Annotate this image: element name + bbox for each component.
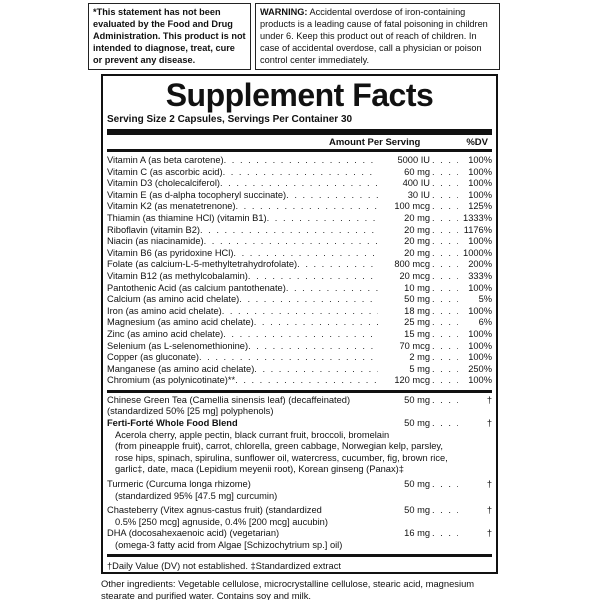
nutrient-amount: 20 mg <box>404 224 430 235</box>
nutrient-dv: 100% <box>468 236 492 247</box>
tea-amount: 50 mg <box>404 394 430 405</box>
nutrient-name: Zinc (as amino acid chelate) <box>107 328 224 339</box>
nutrient-dv: 100% <box>468 282 492 293</box>
blend-ingredient-line: rose hips, spinach, spirulina, sunflower oil, watercress, cucumber, fig, brown rice, <box>115 452 448 463</box>
nutrient-amount: 20 mg <box>404 236 430 247</box>
blend-ingredient-line: Acerola cherry, apple pectin, black currant fruit, broccoli, bromelain <box>115 429 390 440</box>
nutrient-name: Iron (as amino acid chelate) <box>107 305 222 316</box>
nutrient-row <box>107 271 492 283</box>
nutrient-name: Vitamin B6 (as pyridoxine HCl) <box>107 247 234 258</box>
nutrient-row <box>107 364 492 376</box>
nutrient-row <box>107 259 492 271</box>
nutrient-dv: 333% <box>468 270 492 281</box>
tea-row <box>107 395 492 407</box>
nutrient-row <box>107 190 492 202</box>
nutrient-dv: 100% <box>468 375 492 386</box>
nutrient-amount: 15 mg <box>404 328 430 339</box>
nutrient-row <box>107 375 492 387</box>
tea-standardization: (standardized 50% [25 mg] polyphenols) <box>107 406 274 417</box>
nutrient-amount: 70 mcg <box>399 340 430 351</box>
nutrient-row <box>107 248 492 260</box>
nutrient-dv: 200% <box>468 259 492 270</box>
nutrient-dv: 100% <box>468 352 492 363</box>
nutrient-dv: 100% <box>468 328 492 339</box>
nutrient-amount: 120 mcg <box>394 375 430 386</box>
nutrient-name: Riboflavin (vitamin B2) <box>107 224 201 235</box>
nutrient-amount: 100 mcg <box>394 201 430 212</box>
nutrient-amount: 50 mg <box>404 294 430 305</box>
nutrient-amount: 18 mg <box>404 305 430 316</box>
nutrient-dv: 100% <box>468 155 492 165</box>
nutrient-amount: 20 mg <box>404 247 430 258</box>
supplement-facts-panel <box>101 74 498 574</box>
nutrient-row <box>107 341 492 353</box>
supplement-facts-title: Supplement Facts <box>165 77 434 113</box>
nutrient-dv: 5% <box>478 294 492 305</box>
nutrient-row <box>107 283 492 295</box>
nutrient-row <box>107 352 492 364</box>
dv-header: %DV <box>466 137 488 148</box>
nutrient-row <box>107 155 492 167</box>
nutrient-dv: 100% <box>468 189 492 200</box>
amount-per-serving-header: Amount Per Serving <box>329 137 421 148</box>
iron-warning-box <box>255 3 500 70</box>
nutrient-name: Vitamin B12 (as methylcobalamin) <box>107 270 248 281</box>
nutrient-name: Manganese (as amino acid chelate) <box>107 363 255 374</box>
dha-amount: 16 mg <box>404 528 430 539</box>
nutrient-name: Vitamin E (as d-alpha tocopheryl succinate) <box>107 189 287 200</box>
chasteberry-dv: † <box>486 505 492 516</box>
dha-source: (omega-3 fatty acid from Algae [Schizochytrium sp.] oil) <box>115 540 343 550</box>
nutrient-row <box>107 225 492 237</box>
nutrient-name: Vitamin A (as beta carotene) <box>107 155 224 165</box>
nutrient-dv: 125% <box>468 201 492 212</box>
dha-dv: † <box>486 528 492 539</box>
nutrient-row <box>107 294 492 306</box>
nutrient-name: Chromium (as polynicotinate)** <box>107 375 236 386</box>
nutrient-row <box>107 329 492 341</box>
blend-amount: 50 mg <box>404 418 430 429</box>
tea-dv: † <box>486 394 492 405</box>
nutrient-amount: 5000 IU <box>397 155 430 165</box>
nutrient-row <box>107 317 492 329</box>
nutrient-name: Copper (as gluconate) <box>107 352 199 363</box>
nutrient-name: Pantothenic Acid (as calcium pantothenate) <box>107 282 286 293</box>
nutrient-row <box>107 167 492 179</box>
fda-disclaimer-text: *This statement has not been evaluated by the Food and Drug Administration. This product is not intended to diagnose, treat, cure or prevent any disease. <box>93 7 246 65</box>
nutrient-list <box>107 152 492 393</box>
nutrient-amount: 20 mcg <box>399 270 430 281</box>
turmeric-name: Turmeric (Curcuma longa rhizome) <box>107 479 251 490</box>
nutrient-amount: 2 mg <box>409 352 430 363</box>
nutrient-dv: 100% <box>468 178 492 189</box>
chasteberry-amount: 50 mg <box>404 505 430 516</box>
warning-body: Accidental overdose of iron-containing products is a leading cause of fatal poisoning in children under 6. Keep this product out of reach of children. In case of accidental overdose, call a physician or poison control center immediately. <box>260 7 488 65</box>
nutrient-name: Magnesium (as amino acid chelate) <box>107 317 254 328</box>
nutrient-name: Calcium (as amino acid chelate) <box>107 294 240 305</box>
blend-section <box>107 393 492 557</box>
nutrient-dv: 100% <box>468 305 492 316</box>
blend-name: Ferti-Forté Whole Food Blend <box>107 418 238 429</box>
nutrient-name: Vitamin K2 (as menatetrenone) <box>107 201 236 212</box>
nutrient-name: Niacin (as niacinamide) <box>107 236 204 247</box>
nutrient-name: Vitamin C (as ascorbic acid) <box>107 166 223 177</box>
column-header <box>107 135 492 152</box>
fda-disclaimer-box <box>88 3 251 70</box>
iron-warning-text <box>260 6 495 66</box>
nutrient-amount: 400 IU <box>402 178 430 189</box>
nutrient-amount: 25 mg <box>404 317 430 328</box>
nutrient-dv: 6% <box>478 317 492 328</box>
nutrient-row <box>107 213 492 225</box>
blend-ingredient-line: garlic‡, date, maca (Lepidium meyenii root), Korean ginseng (Panax)‡ <box>115 464 404 475</box>
dha-row <box>107 528 492 540</box>
nutrient-dv: 1176% <box>463 224 492 235</box>
chasteberry-row <box>107 505 492 517</box>
blend-row <box>107 418 492 430</box>
chasteberry-name: Chasteberry (Vitex agnus-castus fruit) (standardized <box>107 505 322 516</box>
serving-size: Serving Size 2 Capsules, Servings Per Container 30 <box>107 112 492 135</box>
nutrient-amount: 30 IU <box>407 189 430 200</box>
nutrient-amount: 60 mg <box>404 166 430 177</box>
dv-footnote: †Daily Value (DV) not established. ‡Standardized extract <box>107 560 341 571</box>
turmeric-row <box>107 479 492 491</box>
turmeric-dv: † <box>486 479 492 490</box>
warning-label: WARNING: <box>260 7 308 17</box>
nutrient-name: Folate (as calcium-L-5-methyltetrahydrofolate) <box>107 259 298 270</box>
nutrient-amount: 10 mg <box>404 282 430 293</box>
tea-name: Chinese Green Tea (Camellia sinensis leaf) (decaffeinated) <box>107 394 351 405</box>
nutrient-row <box>107 236 492 248</box>
nutrient-dv: 1333% <box>463 212 492 223</box>
chasteberry-standardization: 0.5% [250 mcg] agnuside, 0.4% [200 mcg] aucubin) <box>115 516 328 527</box>
dha-name: DHA (docosahexaenoic acid) (vegetarian) <box>107 528 280 539</box>
nutrient-name: Selenium (as L-selenomethionine) <box>107 340 249 351</box>
nutrient-name: Vitamin D3 (cholecalciferol) <box>107 178 220 189</box>
other-ingredients: Other ingredients: Vegetable cellulose, microcrystalline cellulose, stearic acid, magnesium stearate and purified water. Contains soy and milk. <box>101 578 475 600</box>
nutrient-amount: 20 mg <box>404 212 430 223</box>
turmeric-standardization: (standardized 95% [47.5 mg] curcumin) <box>115 490 278 501</box>
blend-dv: † <box>486 418 492 429</box>
nutrient-dv: 1000% <box>463 247 492 258</box>
nutrient-dv: 100% <box>468 340 492 351</box>
nutrient-dv: 100% <box>468 166 492 177</box>
blend-ingredient-line: (from pineapple fruit), carrot, chlorella, green cabbage, Norwegian kelp, parsley, <box>115 441 443 452</box>
nutrient-amount: 5 mg <box>409 363 430 374</box>
turmeric-amount: 50 mg <box>404 479 430 490</box>
nutrient-amount: 800 mcg <box>394 259 430 270</box>
nutrient-dv: 250% <box>468 363 492 374</box>
nutrient-name: Thiamin (as thiamine HCl) (vitamin B1) <box>107 212 267 223</box>
nutrient-row <box>107 201 492 213</box>
nutrient-row <box>107 306 492 318</box>
nutrient-row <box>107 178 492 190</box>
